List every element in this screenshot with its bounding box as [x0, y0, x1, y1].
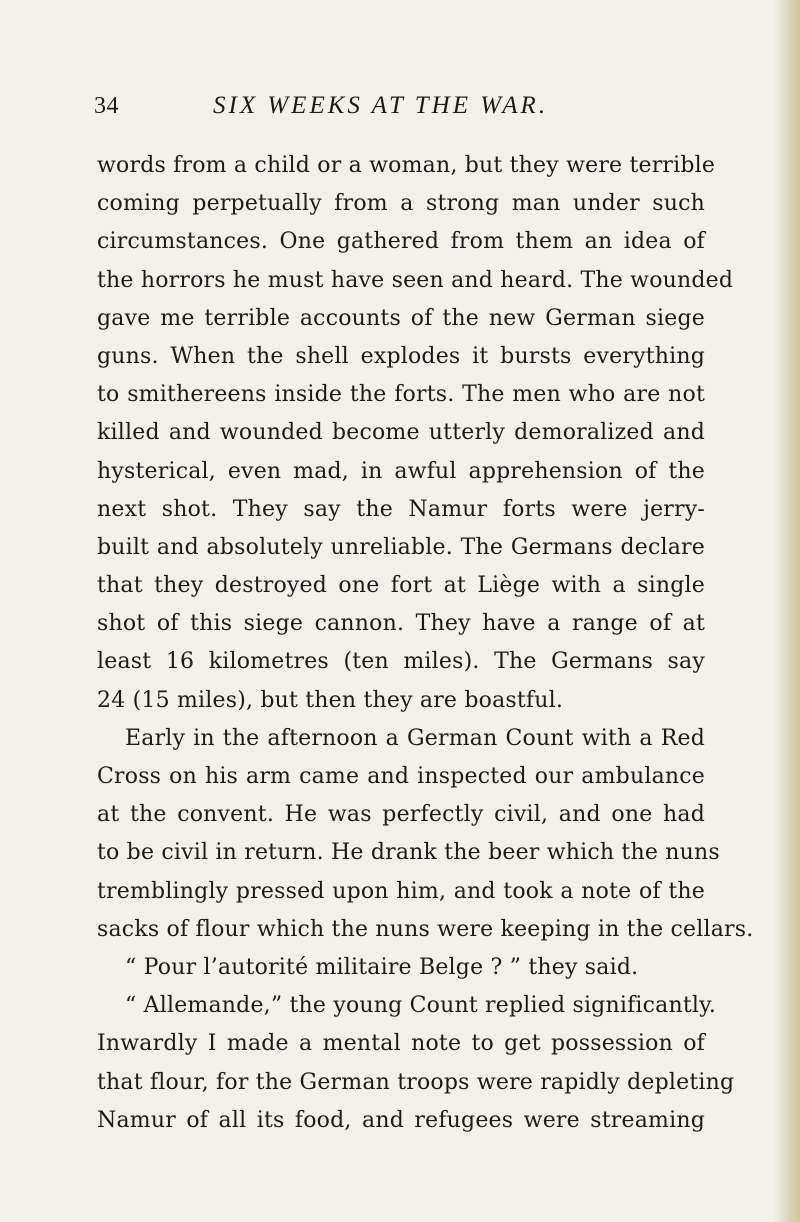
text-line: killed and wounded become utterly demoralized and [97, 420, 705, 446]
text-line: words from a child or a woman, but they were terrible [97, 153, 716, 178]
text-line: hysterical, even mad, in awful apprehension of the [97, 458, 705, 484]
text-line: built and absolutely unreliable. The Germans declare [97, 534, 705, 560]
text-line: “ Allemande,” the young Count replied significantly. [125, 993, 717, 1019]
text-line: shot of this siege cannon. They have a range of at [97, 611, 705, 637]
page-edge-shading [774, 0, 800, 1222]
text-line: at the convent. He was perfectly civil, and one had [97, 802, 705, 828]
text-line: Early in the afternoon a German Count with a Red [125, 725, 705, 751]
text-line: Namur of all its food, and refugees were streaming [97, 1107, 705, 1133]
text-line: least 16 kilometres (ten miles). The Germans say [97, 649, 705, 675]
text-line: guns. When the shell explodes it bursts everything [97, 343, 705, 369]
text-line: tremblingly pressed upon him, and took a note of the [97, 878, 705, 904]
text-line: the horrors he must have seen and heard. The wounded [97, 267, 734, 293]
text-line: Cross on his arm came and inspected our ambulance [97, 764, 705, 789]
text-line: that they destroyed one fort at Liège with a single [97, 573, 705, 599]
text-line: to smithereens inside the forts. The men who are not [97, 382, 705, 408]
page-number: 34 [94, 93, 119, 119]
text-line: coming perpetually from a strong man under such [97, 191, 705, 217]
text-line: next shot. They say the Namur forts were jerry- [97, 496, 705, 522]
text-line: circumstances. One gathered from them an idea of [97, 229, 705, 255]
body-text [97, 147, 754, 1140]
text-line: that flour, for the German troops were rapidly depleting [97, 1069, 735, 1095]
text-line: “ Pour l’autorité militaire Belge ? ” they said. [125, 954, 639, 980]
text-line: sacks of flour which the nuns were keeping in the cellars. [97, 916, 754, 942]
text-line: gave me terrible accounts of the new German siege [97, 305, 705, 331]
page-header [0, 91, 800, 125]
text-line: to be civil in return. He drank the beer which the nuns [97, 840, 720, 866]
text-line: Inwardly I made a mental note to get possession of [97, 1031, 705, 1057]
running-title: SIX WEEKS AT THE WAR. [213, 92, 549, 119]
text-line: 24 (15 miles), but then they are boastful. [97, 687, 564, 713]
